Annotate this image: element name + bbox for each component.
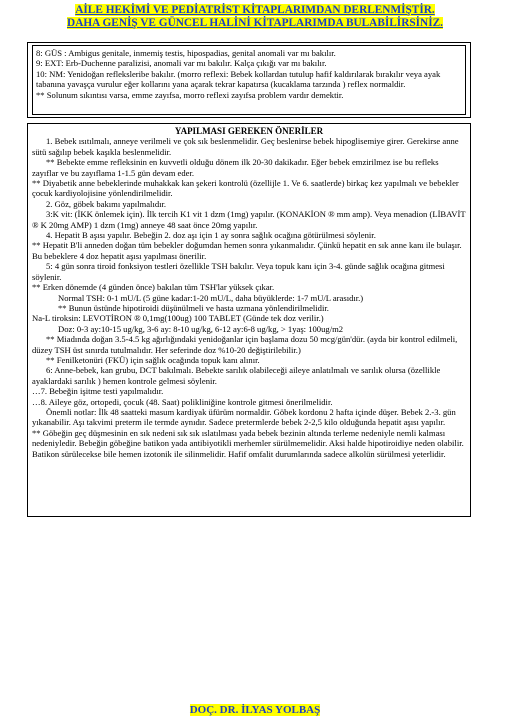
rec-1: 1. Bebek ısıtılmalı, anneye verilmeli ve çok sık beslenmelidir. Geç beslenirse bebek hipoglisemiye girer. Gerekirse anne sütü sağılıp bebek kaşıkla beslenmelidir.	[32, 136, 459, 157]
exam-note: ** Solunum sıkıntısı varsa, emme zayıfsa, morro reflexi zayıfsa problem vardır demektir.	[36, 89, 344, 100]
normal-tsh: Normal TSH: 0-1 mU/L (5 güne kadar:1-20 mU/L, daha büyüklerde: 1-7 mU/L arasıdır.)	[58, 292, 364, 303]
author-footer	[0, 704, 510, 716]
rec-note-1: ** Bebekte emme refleksinin en kuvvetli olduğu dönem ilk 20-30 dakikadır. Eğer bebek emzirilmez ise bu refleks zayıflar ve bu zayıflama 1-1.5 gün devam eder.	[32, 157, 439, 178]
rec-7: …7. Bebeğin işitme testi yapılmalıdır.	[32, 386, 164, 397]
rec-note-5: ** Bunun üstünde hipotiroidi düşünülmeli ve hasta uzmana yönlendirilmelidir.	[58, 302, 329, 313]
recommendations-box	[27, 123, 471, 517]
exam-gus: 8: GÜS : Ambigus genitale, inmemiş testis, hipospadias, genital anomali var mı bakılır.	[36, 48, 336, 58]
banner-line-2: DAHA GENİŞ VE GÜNCEL HALİNİ KİTAPLARIMDA BULABİLİRSİNİZ.	[67, 17, 443, 29]
rec-note-7: ** Fenilketonüri (FKÜ) için sağlık ocağında topuk kanı alınır.	[46, 354, 260, 365]
rec-note-4: ** Erken dönemde (4 günden önce) bakılan tüm TSH'lar yüksek çıkar.	[32, 282, 275, 293]
rec-note-2: ** Diyabetik anne bebeklerinde muhakkak kan şekeri kontrolü (özellijle 1. Ve 6. saatlerde) birkaç kez yapılmalı ve bebekler çocuk kardiyolojisine yönlendirilmelidir.	[32, 178, 459, 199]
recommendations-title: YAPILMASI GEREKEN ÖNERİLER	[174, 126, 324, 136]
author-name: DOÇ. DR. İLYAS YOLBAŞ	[189, 704, 321, 716]
rec-5: 5: 4 gün sonra tiroid fonksiyon testleri özellikle TSH bakılır. Veya topuk kanı için 3-4. günde sağlık ocağına gitmesi söylenir.	[32, 261, 445, 282]
banner-line-1: AİLE HEKİMİ VE PEDİATRİST KİTAPLARIMDAN DERLENMİŞTİR.	[75, 4, 435, 16]
important-notes: Önemli notlar: İlk 48 saatteki masum kardiyak üfürüm normaldir. Göbek kordonu 2 hafta içinde düşer. Bebek 2.-3. gün yıkanabilir. Aşı takvimi preterm ile termde aynıdır. Sadece pretermlerde bebek 2-2,5 kilo olduğunda hepatit aşısı yapılır.	[32, 406, 456, 428]
rec-3: 3:K vit: (İKK önlemek için). İlk tercih K1 vit 1 dzm (1mg) yapılır. (KONAKİON ® mm amp). Veya menadion (LİBAVİT ® K 20mg AMP) 1 dzm (1mg) anneye 48 saat önce 20mg yapılır.	[32, 209, 466, 230]
rec-8: …8. Aileye göz, ortopedi, çocuk (48. Saat) polikliniğine kontrole gitmesi önerilmelidir.	[32, 396, 333, 407]
rec-note-8: ** Göbeğin geç düşmesinin en sık nedeni sık sık ıslatılması yada bebek bezinin altında terleme nedeniyle nemli kalması nedeniyledir. Bebeğin göbeğine batikon yada antibiyotikli merhemler sürülmemelidir. Aksi halde hipotiroidiye neden olabilir. Batikon sürülecekse bile hemen izotonik ile silinmelidir. Hafif omfalit durumlarında sadece alkolün sürülmesi yeterlidir.	[32, 427, 464, 459]
rec-6: 6: Anne-bebek, kan grubu, DCT bakılmalı. Bebekte sarılık olabileceği aileye anlatılmalı ve sarılık olursa (özellikle ayaklardaki sarılık ) hemen kontrole gelmesi söylenir.	[32, 365, 441, 386]
exam-nm: 10: NM: Yenidoğan refleksleribe bakılır. (morro reflexi: Bebek kollardan tutulup hafif kaldırılarak bırakılır veya ayak tabanına yavaşça vurulur eğer kollarını yana açarak tekrar kapatırsa (kucaklama tarzında ) reflex normaldir.	[36, 68, 441, 90]
na-l-tiroksin: Na-L tiroksin: LEVOTİRON ® 0,1mg(100ug) 100 TABLET (Günde tek doz verilir.)	[32, 313, 324, 324]
rec-note-6: ** Miadında doğan 3.5-4.5 kg ağırlığındaki yenidoğanlar için başlama dozu 50 mcg/gün'dür. (ayda bir kontrol edilmeli, düzey TSH üst sınırda tutulmalıdır. Her seferinde doz %10-20 değiştirilebilir.)	[32, 334, 458, 355]
header-banner	[28, 4, 482, 30]
rec-4: 4. Hepatit B aşısı yapılır. Bebeğin 2. doz aşı için 1 ay sonra sağlık ocağına götürülmesi söylenir.	[46, 230, 376, 241]
dose-line: Doz: 0-3 ay:10-15 ug/kg, 3-6 ay: 8-10 ug/kg, 6-12 ay:6-8 ug/kg, > 1yaş: 100ug/m2	[58, 323, 344, 334]
exam-box	[27, 42, 471, 118]
rec-note-3: ** Hepatit B'li anneden doğan tüm bebekler doğumdan hemen sonra yıkanmalıdır. Çünkü hepatit en sık anne kanı ile bulaşır. Bu bebeklere 4 doz hepatit aşısı yapılması önerilir.	[32, 240, 462, 261]
exam-ext: 9: EXT: Erb-Duchenne paralizisi, anomali var mı bakılır. Kalça çıkığı var mı bakılır.	[36, 58, 327, 69]
rec-2: 2. Göz, göbek bakımı yapılmalıdır.	[46, 198, 167, 209]
